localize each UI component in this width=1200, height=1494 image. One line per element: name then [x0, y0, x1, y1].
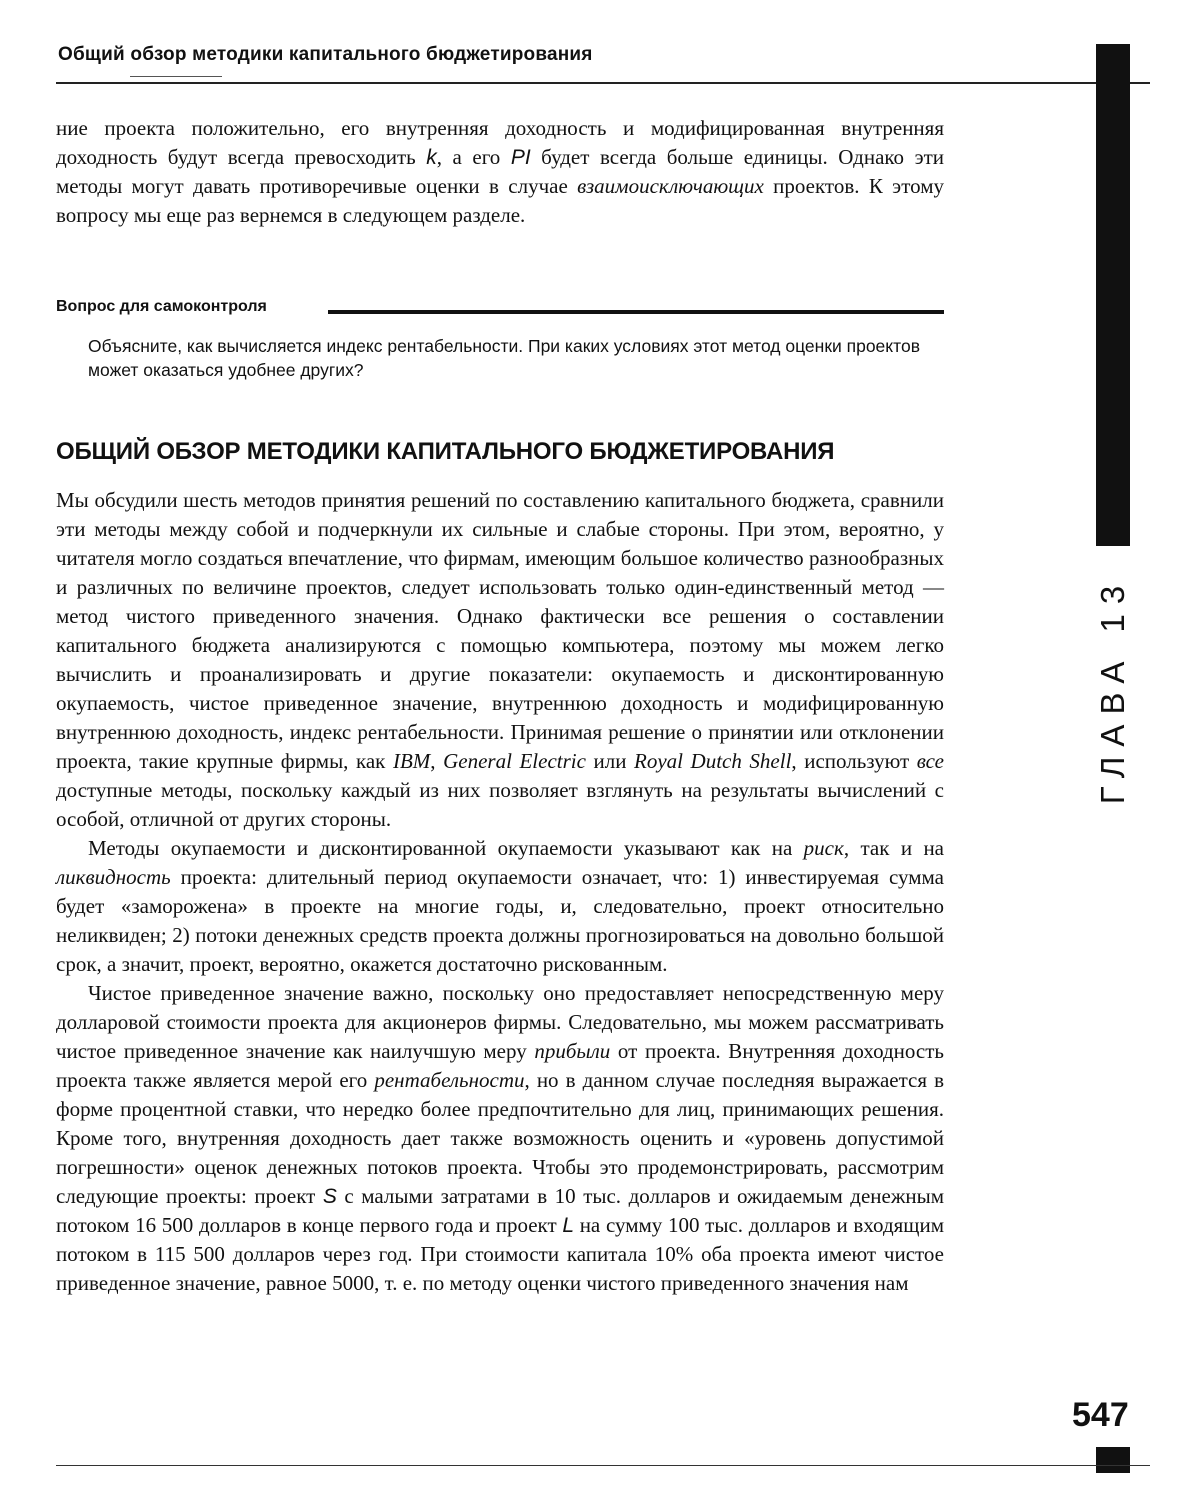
paragraph-3 [56, 979, 944, 1298]
header-underline [130, 76, 222, 77]
paragraph-1 [56, 486, 944, 834]
paragraph-2 [56, 834, 944, 979]
company-shell: Royal Dutch Shell [634, 749, 792, 773]
emphasis-text: риск [803, 836, 844, 860]
emphasis-text: рентабельности [374, 1068, 525, 1092]
text-run: доступные методы, поскольку каждый из них позволяет взглянуть на результаты вычислений с особой, отличной от других стороны. [56, 778, 944, 831]
emphasis-text: ликвидность [56, 865, 171, 889]
section-body [56, 486, 944, 1298]
chapter-label: ГЛАВА 13 [1094, 575, 1131, 805]
chapter-tab-bar [1096, 44, 1130, 546]
review-question-heading: Вопрос для самоконтроля [56, 298, 267, 315]
variable-k: k [426, 146, 437, 169]
running-head: Общий обзор методики капитального бюджетирования [58, 44, 593, 65]
company-ge: General Electric [443, 749, 586, 773]
page-corner-block [1096, 1447, 1130, 1473]
review-rule [328, 310, 944, 314]
text-run: Методы окупаемости и дисконтированной окупаемости указывают как на [88, 836, 804, 860]
text-run: Чистое приведенное значение важно, поскольку оно предоставляет непосредственную меру долларовой стоимости проекта для акционеров фирмы. Следовательно, мы можем рассматривать чистое приведенное значение как наилучшую меру [56, 981, 944, 1063]
text-run: проекта: длительный период окупаемости означает, что: 1) инвестируемая сумма будет «заморожена» в проекте на многие годы, и, следовательно, проект относительно неликвиден; 2) потоки денежных средств проекта должны прогнозироваться на довольно большой срок, а значит, проект, вероятно, окажется достаточно рискованным. [56, 865, 944, 976]
text-run: с малыми затратами в 10 тыс. долларов и ожидаемым денежным потоком 16 500 долларов в конце первого года и проект [56, 1184, 944, 1237]
footer-rule [56, 1465, 1150, 1466]
text-run: , используют [791, 749, 917, 773]
text-run: или [585, 749, 634, 773]
intro-text [56, 114, 944, 230]
page-number: 547 [1072, 1396, 1129, 1434]
emphasis-text: взаимоисключающих [577, 174, 764, 198]
text-run: ние проекта положительно, его внутренняя доходность и модифицированная внутренняя доходность будут всегда превосходить [56, 116, 944, 169]
project-s: S [322, 1185, 337, 1208]
text-run: от проекта. Внутренняя доходность проекта также является мерой его [56, 1039, 945, 1092]
intro-paragraph [56, 114, 944, 230]
text-run: Мы обсудили шесть методов принятия решений по составлению капитального бюджета, сравнили эти методы между собой и подчеркнули их сильные и слабые стороны. При этом, вероятно, у читателя могло создаться впечатление, что фирмам, имеющим большое количество разнообразных и различных по величине проектов, следует использовать только один-единственный метод — метод чистого приведенного значения. Однако фактически все решения о составлении капитального бюджета анализируются с помощью компьютера, поэтому мы можем легко вычислить и проанализировать и другие показатели: окупаемость и дисконтированную окупаемость, чистое приведенное значение, внутреннюю доходность и модифицированную внутреннюю доходность, индекс рентабельности. Принимая решение о принятии или отклонении проекта, такие крупные фирмы, как [56, 488, 944, 773]
company-ibm: IBM [392, 749, 431, 773]
emphasis-text: прибыли [534, 1039, 611, 1063]
header-rule [56, 82, 1150, 84]
text-run: проектов. К этому вопросу мы еще раз вернемся в следующем разделе. [56, 174, 944, 227]
text-run: будет всегда больше единицы. Однако эти методы могут давать противоречивые оценки в случае [56, 145, 945, 198]
variable-pi: PI [510, 146, 531, 169]
text-run: , но в данном случае последняя выражается в форме процентной ставки, что нередко более предпочтительно для лиц, принимающих решения. Кроме того, внутренняя доходность дает также возможность оценить и «уровень допустимой погрешности» оценок денежных потоков проекта. Чтобы это продемонстрировать, рассмотрим следующие проекты: проект [56, 1068, 945, 1208]
project-l: L [562, 1214, 574, 1237]
text-run: , а его [436, 145, 511, 169]
text-run: на сумму 100 тыс. долларов и входящим потоком в 115 500 долларов через год. При стоимости капитала 10% оба проекта имеют чистое приведенное значение, равное 5000, т. е. по методу оценки чистого приведенного значения нам [56, 1213, 944, 1295]
review-question-text: Объясните, как вычисляется индекс рентабельности. При каких условиях этот метод оценки проектов может оказаться удобнее других? [88, 336, 920, 380]
emphasis-text: все [916, 749, 945, 773]
text-run: , [430, 749, 444, 773]
text-run: , так и на [843, 836, 945, 860]
section-title: ОБЩИЙ ОБЗОР МЕТОДИКИ КАПИТАЛЬНОГО БЮДЖЕТИРОВАНИЯ [56, 438, 835, 465]
